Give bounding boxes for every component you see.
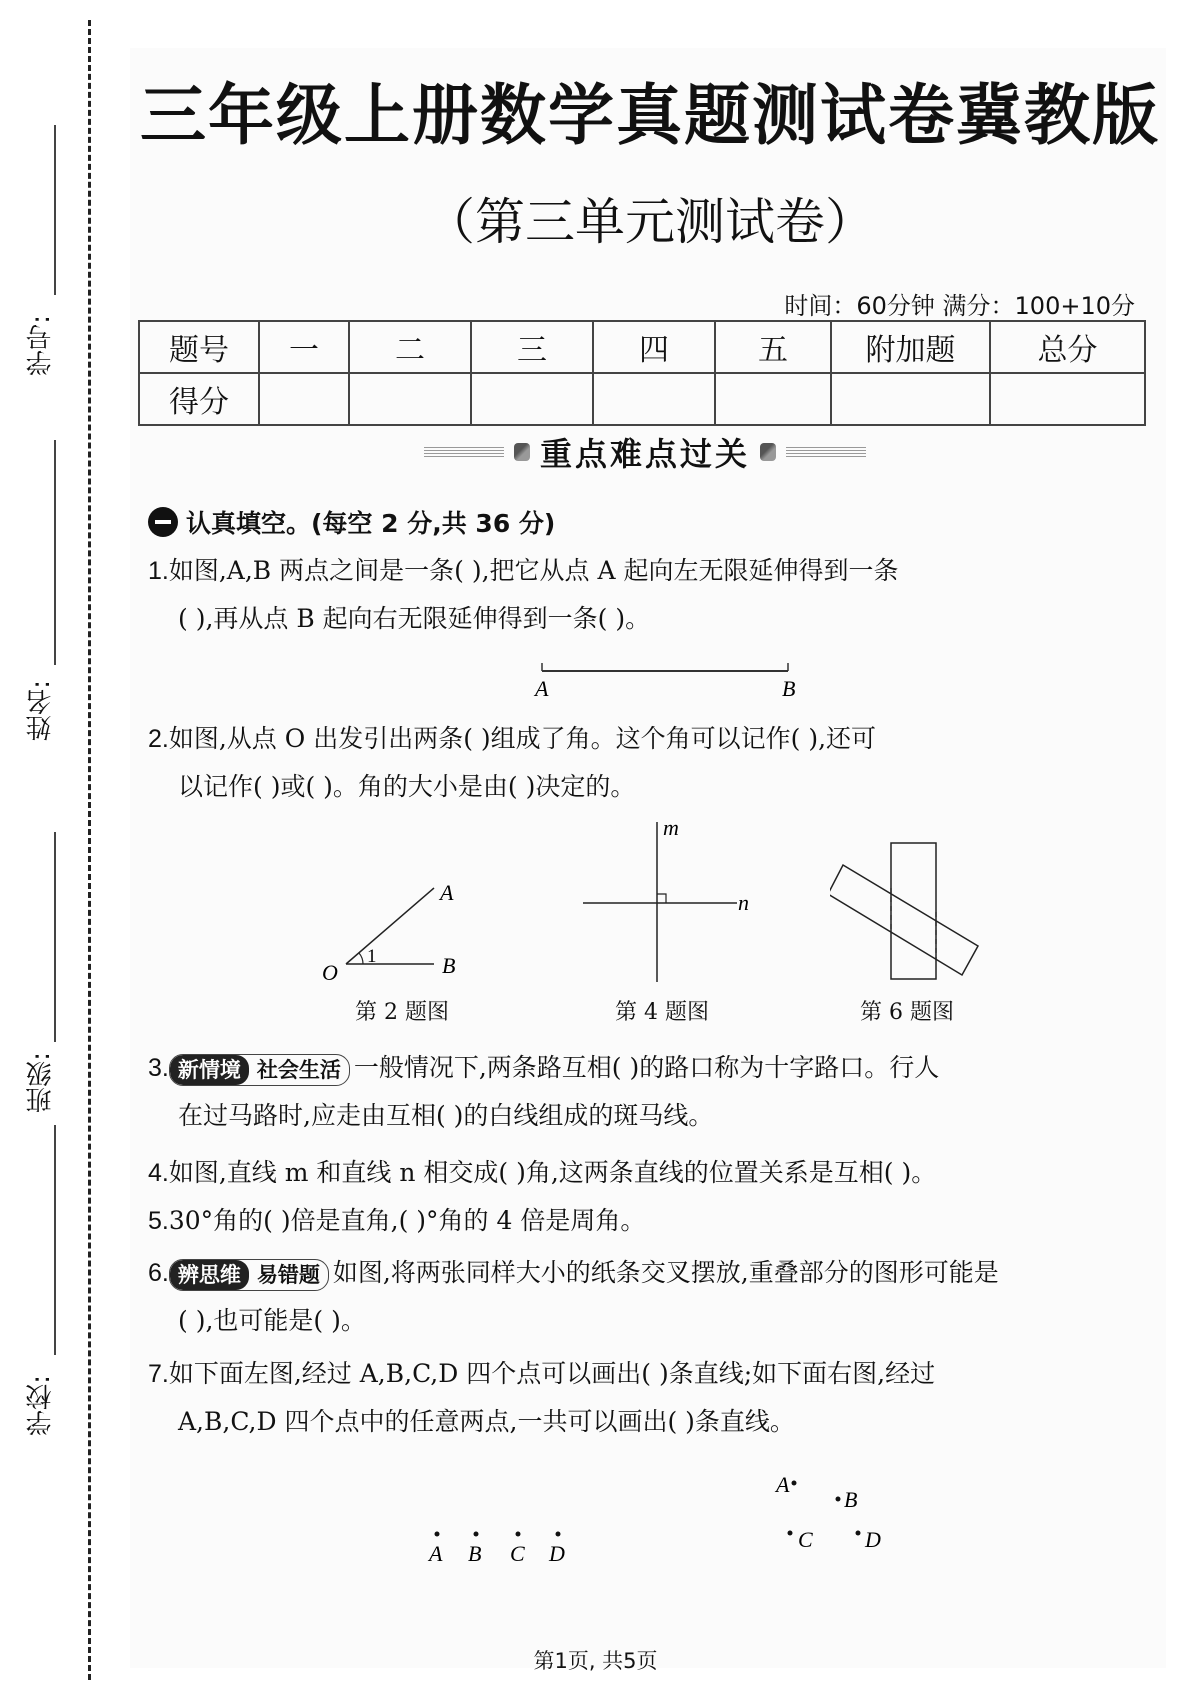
fig2-caption: 第 2 题图 bbox=[355, 1000, 449, 1025]
score-table-score-row bbox=[139, 373, 1145, 425]
question-number: 6. bbox=[148, 1259, 169, 1287]
question-text: 如图,从点 O 出发引出两条( )组成了角。这个角可以记作( ),还可 bbox=[168, 724, 877, 753]
question-text: 一般情况下,两条路互相( )的路口称为十字路口。行人 bbox=[353, 1053, 940, 1082]
student-name-label: 姓名: bbox=[26, 680, 56, 741]
score-cell[interactable] bbox=[715, 373, 831, 425]
svg-text:A: A bbox=[440, 880, 454, 905]
score-table-header-row bbox=[139, 321, 1145, 373]
page-footer: 第1页, 共5页 bbox=[533, 1649, 658, 1673]
question-text: 在过马路时,应走由互相( )的白线组成的斑马线。 bbox=[178, 1101, 714, 1130]
svg-text:C: C bbox=[798, 1527, 813, 1552]
score-cell[interactable] bbox=[831, 373, 990, 425]
badge-new-context: 新情境 bbox=[170, 1055, 249, 1085]
question-text: 如下面左图,经过 A,B,C,D 四个点可以画出( )条直线;如下面右图,经过 bbox=[168, 1359, 936, 1388]
svg-text:B: B bbox=[844, 1487, 858, 1512]
student-id-label: 学号: bbox=[26, 315, 56, 376]
section-heading-text: 认真填空。(每空 2 分,共 36 分) bbox=[186, 509, 556, 538]
banner-title: 重点难点过关 bbox=[539, 435, 750, 473]
badge-critical-thinking: 辨思维 bbox=[170, 1260, 249, 1290]
svg-text:D: D bbox=[549, 1541, 565, 1566]
question-2 bbox=[148, 715, 1158, 811]
col-header: 五 bbox=[715, 321, 831, 373]
fig6-caption: 第 6 题图 bbox=[860, 1000, 954, 1025]
crossed-strips-figure bbox=[830, 835, 990, 985]
perpendicular-lines-figure bbox=[580, 820, 760, 990]
score-cell[interactable] bbox=[990, 373, 1145, 425]
svg-text:O: O bbox=[322, 960, 338, 985]
badge-social-life: 社会生活 bbox=[256, 1057, 341, 1082]
svg-text:A: A bbox=[429, 1541, 443, 1566]
badge-error-prone: 易错题 bbox=[256, 1262, 320, 1287]
page-title: 三年级上册数学真题测试卷冀教版 bbox=[140, 77, 1160, 154]
banner-stripes-right bbox=[786, 447, 866, 457]
question-number: 7. bbox=[148, 1360, 169, 1388]
banner-ornament-right bbox=[760, 443, 776, 461]
question-number: 1. bbox=[148, 557, 169, 585]
question-text: 30°角的( )倍是直角,( )°角的 4 倍是周角。 bbox=[168, 1206, 646, 1235]
angle-figure bbox=[300, 880, 500, 990]
col-header: 总分 bbox=[990, 321, 1145, 373]
fig4-caption: 第 4 题图 bbox=[615, 1000, 709, 1025]
question-6 bbox=[148, 1249, 1158, 1345]
question-text: 如图,将两张同样大小的纸条交叉摆放,重叠部分的图形可能是 bbox=[332, 1258, 999, 1287]
student-id-field[interactable] bbox=[20, 125, 70, 385]
svg-text:C: C bbox=[510, 1541, 525, 1566]
question-text: ( ),也可能是( )。 bbox=[178, 1306, 366, 1335]
point-label-b: B bbox=[782, 676, 796, 701]
question-text: ( ),再从点 B 起向右无限延伸得到一条( )。 bbox=[178, 604, 651, 633]
question-text: 如图,直线 m 和直线 n 相交成( )角,这两条直线的位置关系是互相( )。 bbox=[168, 1158, 937, 1187]
cut-line bbox=[88, 20, 91, 1680]
question-number: 5. bbox=[148, 1207, 169, 1235]
section-one-icon bbox=[148, 507, 178, 537]
student-name-underline bbox=[54, 440, 56, 665]
question-1 bbox=[148, 547, 1158, 643]
col-header: 附加题 bbox=[831, 321, 990, 373]
question-tag-badge bbox=[169, 1259, 329, 1291]
class-field[interactable] bbox=[20, 790, 70, 1113]
question-text: A,B,C,D 四个点中的任意两点,一共可以画出( )条直线。 bbox=[178, 1407, 795, 1436]
score-cell[interactable] bbox=[259, 373, 349, 425]
question-7 bbox=[148, 1350, 1158, 1446]
scattered-points-figure bbox=[770, 1470, 900, 1560]
svg-text:1: 1 bbox=[367, 946, 377, 967]
class-underline bbox=[54, 832, 56, 1042]
row-header-question-no: 题号 bbox=[139, 321, 259, 373]
banner-stripes-left bbox=[424, 447, 504, 457]
student-id-underline bbox=[54, 125, 56, 295]
col-header: 三 bbox=[471, 321, 593, 373]
school-field[interactable] bbox=[20, 1125, 70, 1450]
score-cell[interactable] bbox=[593, 373, 715, 425]
question-text: 以记作( )或( )。角的大小是由( )决定的。 bbox=[178, 772, 636, 801]
svg-text:D: D bbox=[865, 1527, 881, 1552]
student-name-field[interactable] bbox=[20, 440, 70, 750]
score-cell[interactable] bbox=[471, 373, 593, 425]
svg-text:B: B bbox=[468, 1541, 482, 1566]
page-subtitle: （第三单元测试卷） bbox=[425, 193, 875, 251]
exam-meta: 时间：60分钟 满分：100+10分 bbox=[784, 292, 1135, 320]
question-text: 如图,A,B 两点之间是一条( ),把它从点 A 起向左无限延伸得到一条 bbox=[168, 556, 899, 585]
class-label: 班级: bbox=[26, 1052, 56, 1113]
banner-ornament-left bbox=[514, 443, 530, 461]
school-underline bbox=[54, 1125, 56, 1355]
question-number: 4. bbox=[148, 1159, 169, 1187]
question-5 bbox=[148, 1197, 1158, 1245]
score-cell[interactable] bbox=[349, 373, 471, 425]
svg-text:m: m bbox=[663, 820, 679, 840]
point-label-a: A bbox=[535, 676, 549, 701]
col-header: 二 bbox=[349, 321, 471, 373]
section-heading bbox=[148, 504, 555, 540]
svg-text:B: B bbox=[442, 953, 456, 978]
question-number: 3. bbox=[148, 1054, 169, 1082]
score-table bbox=[138, 320, 1146, 426]
question-number: 2. bbox=[148, 725, 169, 753]
col-header: 四 bbox=[593, 321, 715, 373]
row-header-score: 得分 bbox=[139, 373, 259, 425]
school-label: 学校: bbox=[26, 1375, 56, 1436]
question-tag-badge bbox=[169, 1054, 350, 1086]
col-header: 一 bbox=[259, 321, 349, 373]
question-3 bbox=[148, 1044, 1158, 1140]
segment-ab-figure bbox=[530, 655, 810, 705]
section-banner bbox=[400, 430, 890, 474]
question-4 bbox=[148, 1149, 1158, 1197]
svg-text:A: A bbox=[776, 1472, 790, 1497]
collinear-points-figure bbox=[420, 1525, 580, 1575]
svg-text:n: n bbox=[738, 890, 749, 915]
